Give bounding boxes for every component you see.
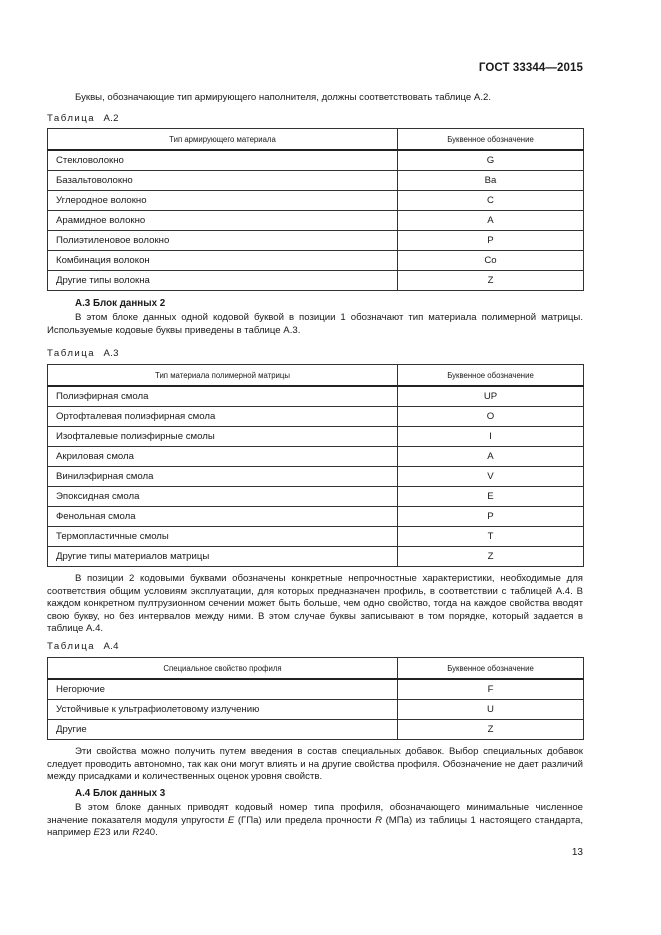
modulus-symbol: E — [227, 814, 235, 826]
table-cell-code: Z — [398, 720, 584, 740]
table-a4 — [47, 657, 584, 740]
table-row — [48, 386, 584, 407]
strength-symbol: R — [375, 814, 383, 826]
table-cell-name: Комбинация волокон — [48, 251, 398, 271]
table-cell-name: Акриловая смола — [48, 447, 398, 467]
table-row — [48, 171, 584, 191]
table-a3-body — [48, 386, 584, 567]
document-code: ГОСТ 33344—2015 — [478, 62, 583, 74]
table-cell-name: Базальтоволокно — [48, 171, 398, 191]
section-a4-text-2: (ГПа) или предела прочности — [234, 814, 376, 826]
table-a2-caption-word: Таблица — [47, 113, 96, 124]
table-row — [48, 191, 584, 211]
table-a2-caption — [47, 113, 119, 124]
table-cell-code: Ba — [398, 171, 584, 191]
table-cell-code: P — [398, 507, 584, 527]
table-cell-code: E — [398, 487, 584, 507]
table-cell-name: Другие типы материалов матрицы — [48, 547, 398, 567]
table-a2-header-code: Буквенное обозначение — [398, 129, 584, 151]
table-cell-name: Полиэтиленовое волокно — [48, 231, 398, 251]
table-cell-name: Ортофталевая полиэфирная смола — [48, 407, 398, 427]
table-cell-code: I — [398, 427, 584, 447]
example-1-number: 23 — [99, 827, 111, 839]
table-a3-header-matrix: Тип материала полимерной матрицы — [48, 365, 398, 387]
table-a3-header-code: Буквенное обозначение — [398, 365, 584, 387]
table-cell-code: Co — [398, 251, 584, 271]
properties-paragraph: Эти свойства можно получить путем введения в состав специальных добавок. Выбор специальных добавок следует проводить автономно, так как они могут влиять и на другие свойства профиля. Обозначение не дает различий между присадками и количественных оценок уровня свойств. — [47, 746, 583, 783]
table-cell-code: G — [398, 150, 584, 171]
table-cell-name: Изофталевые полиэфирные смолы — [48, 427, 398, 447]
table-row — [48, 487, 584, 507]
table-cell-name: Эпоксидная смола — [48, 487, 398, 507]
table-row — [48, 467, 584, 487]
table-cell-name: Другие — [48, 720, 398, 740]
table-cell-name: Стекловолокно — [48, 150, 398, 171]
table-row — [48, 150, 584, 171]
table-cell-code: A — [398, 447, 584, 467]
table-a4-caption — [47, 641, 119, 652]
table-row — [48, 547, 584, 567]
table-row — [48, 700, 584, 720]
table-row — [48, 427, 584, 447]
table-cell-name: Углеродное волокно — [48, 191, 398, 211]
section-a4-text-1: В этом блоке данных приводят кодовый номер типа профиля, обозначающего минимальные численное значение показателя модуля упругости — [47, 802, 583, 826]
table-cell-name: Негорючие — [48, 679, 398, 700]
table-a2-body — [48, 150, 584, 291]
table-a3 — [47, 364, 584, 567]
section-a4-paragraph — [47, 802, 583, 840]
table-a2-header-material: Тип армирующего материала — [48, 129, 398, 151]
table-row — [48, 211, 584, 231]
table-cell-code: U — [398, 700, 584, 720]
example-1-symbol: E — [93, 827, 100, 839]
table-cell-code: Z — [398, 547, 584, 567]
table-row — [48, 679, 584, 700]
table-cell-code: A — [398, 211, 584, 231]
section-a4-heading: А.4 Блок данных 3 — [75, 788, 166, 799]
table-a3-caption-word: Таблица — [47, 348, 96, 359]
table-row — [48, 720, 584, 740]
table-row — [48, 527, 584, 547]
intro-paragraph: Буквы, обозначающие тип армирующего наполнителя, должны соответствовать таблице А.2. — [75, 92, 492, 103]
page-number: 13 — [571, 847, 583, 858]
section-a3-heading: А.3 Блок данных 2 — [75, 298, 166, 309]
table-a3-caption-number: А.3 — [103, 348, 119, 359]
example-2-symbol: R — [132, 827, 140, 839]
table-cell-name: Фенольная смола — [48, 507, 398, 527]
table-a3-caption — [47, 348, 119, 359]
table-cell-name: Другие типы волокна — [48, 271, 398, 291]
section-a4-text-4: или — [110, 827, 133, 839]
table-row — [48, 407, 584, 427]
table-cell-code: F — [398, 679, 584, 700]
table-cell-name: Термопластичные смолы — [48, 527, 398, 547]
table-cell-name: Полиэфирная смола — [48, 386, 398, 407]
section-a3-paragraph: В этом блоке данных одной кодовой буквой в позиции 1 обозначают тип материала полимерной матрицы. Используемые кодовые буквы приведены в таблице А.3. — [47, 312, 583, 336]
section-a4-text-3: (МПа) из таблицы 1 настоящего стандарта, например — [47, 814, 583, 839]
table-row — [48, 447, 584, 467]
table-a4-header-code: Буквенное обозначение — [398, 658, 584, 680]
table-a2-caption-number: А.2 — [103, 113, 119, 124]
position-2-paragraph: В позиции 2 кодовыми буквами обозначены конкретные непрочностные характеристики, необходимые для соответствия общим условиям эксплуатации, для которых предназначен профиль, в соответствии с таблицей А.4. В каждом конкретном пултрузионном сечении может быть больше, чем одно свойство, тогда на каждое свойства вводят свою букву, но без интервалов между ними. В этом случае буквы записывают в том порядке, который задается в таблице А.4. — [47, 573, 583, 635]
table-a4-caption-number: А.4 — [103, 641, 119, 652]
section-a4-text-5: . — [155, 827, 158, 839]
table-a4-body — [48, 679, 584, 740]
table-cell-code: V — [398, 467, 584, 487]
table-cell-code: UP — [398, 386, 584, 407]
table-cell-name: Устойчивые к ультрафиолетовому излучению — [48, 700, 398, 720]
table-cell-code: P — [398, 231, 584, 251]
table-cell-name: Винилэфирная смола — [48, 467, 398, 487]
table-a2 — [47, 128, 584, 291]
table-cell-code: Z — [398, 271, 584, 291]
table-a4-caption-word: Таблица — [47, 641, 96, 652]
table-cell-name: Арамидное волокно — [48, 211, 398, 231]
table-row — [48, 231, 584, 251]
table-a4-header-property: Специальное свойство профиля — [48, 658, 398, 680]
table-row — [48, 507, 584, 527]
example-2-number: 240 — [139, 827, 156, 839]
table-row — [48, 251, 584, 271]
table-cell-code: T — [398, 527, 584, 547]
table-cell-code: C — [398, 191, 584, 211]
table-row — [48, 271, 584, 291]
table-cell-code: O — [398, 407, 584, 427]
